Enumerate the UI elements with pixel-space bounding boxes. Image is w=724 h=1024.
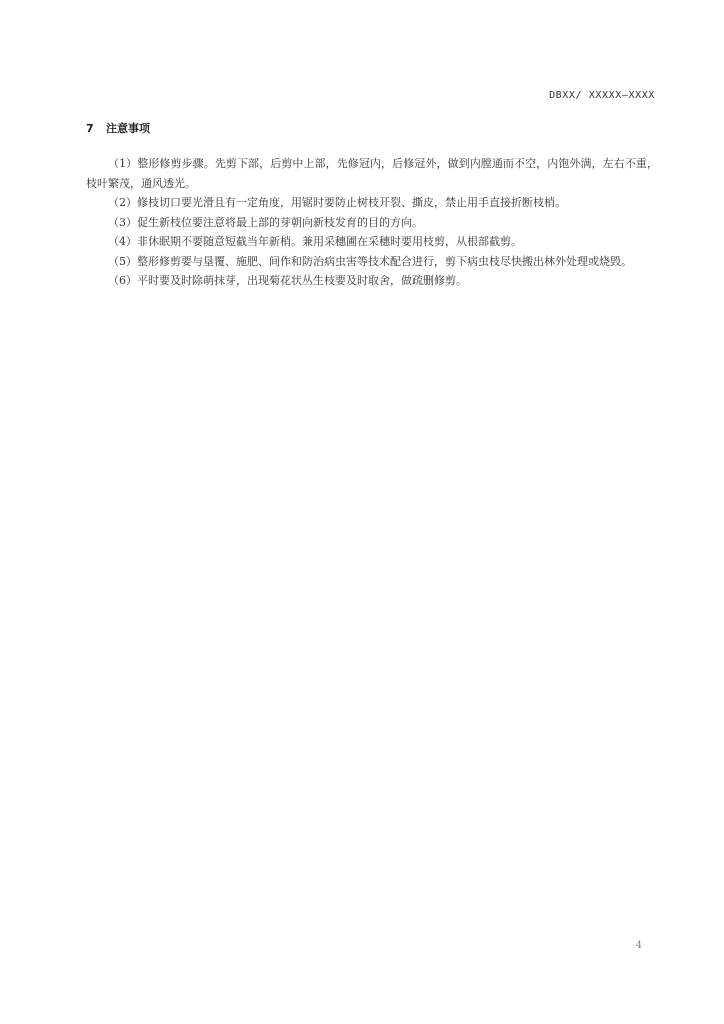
section-title: 注意事项 bbox=[106, 122, 150, 135]
standard-code: DBXX/ XXXXX—XXXX bbox=[549, 90, 655, 101]
section-number: 7 bbox=[86, 122, 94, 135]
section-body bbox=[86, 154, 658, 291]
section-heading bbox=[86, 120, 150, 136]
paragraph-2: （2）修枝切口要光滑且有一定角度，用锯时要防止树枝开裂、撕皮，禁止用手直接折断枝梢。 bbox=[108, 196, 566, 209]
paragraph-1: （1）整形修剪步骤。先剪下部，后剪中上部，先修冠内，后修冠外，做到内膛通而不空，内饱外满，左右不重，枝叶繁茂，通风透光。 bbox=[86, 157, 658, 190]
paragraph-5: （5）整形修剪要与垦覆、施肥、间作和防治病虫害等技术配合进行，剪下病虫枝尽快搬出林外处理或烧毁。 bbox=[108, 254, 632, 268]
paragraph-3: （3）促生新枝位要注意将最上部的芽朝向新枝发育的目的方向。 bbox=[108, 215, 423, 229]
paragraph-6: （6）平时要及时除萌抹芽，出现菊花状丛生枝要及时取舍，做疏删修剪。 bbox=[108, 274, 467, 287]
page-number: 4 bbox=[635, 940, 642, 951]
paragraph-4: （4）非休眠期不要随意短截当年新梢。兼用采穗圃在采穗时要用枝剪，从根部截剪。 bbox=[108, 235, 522, 248]
